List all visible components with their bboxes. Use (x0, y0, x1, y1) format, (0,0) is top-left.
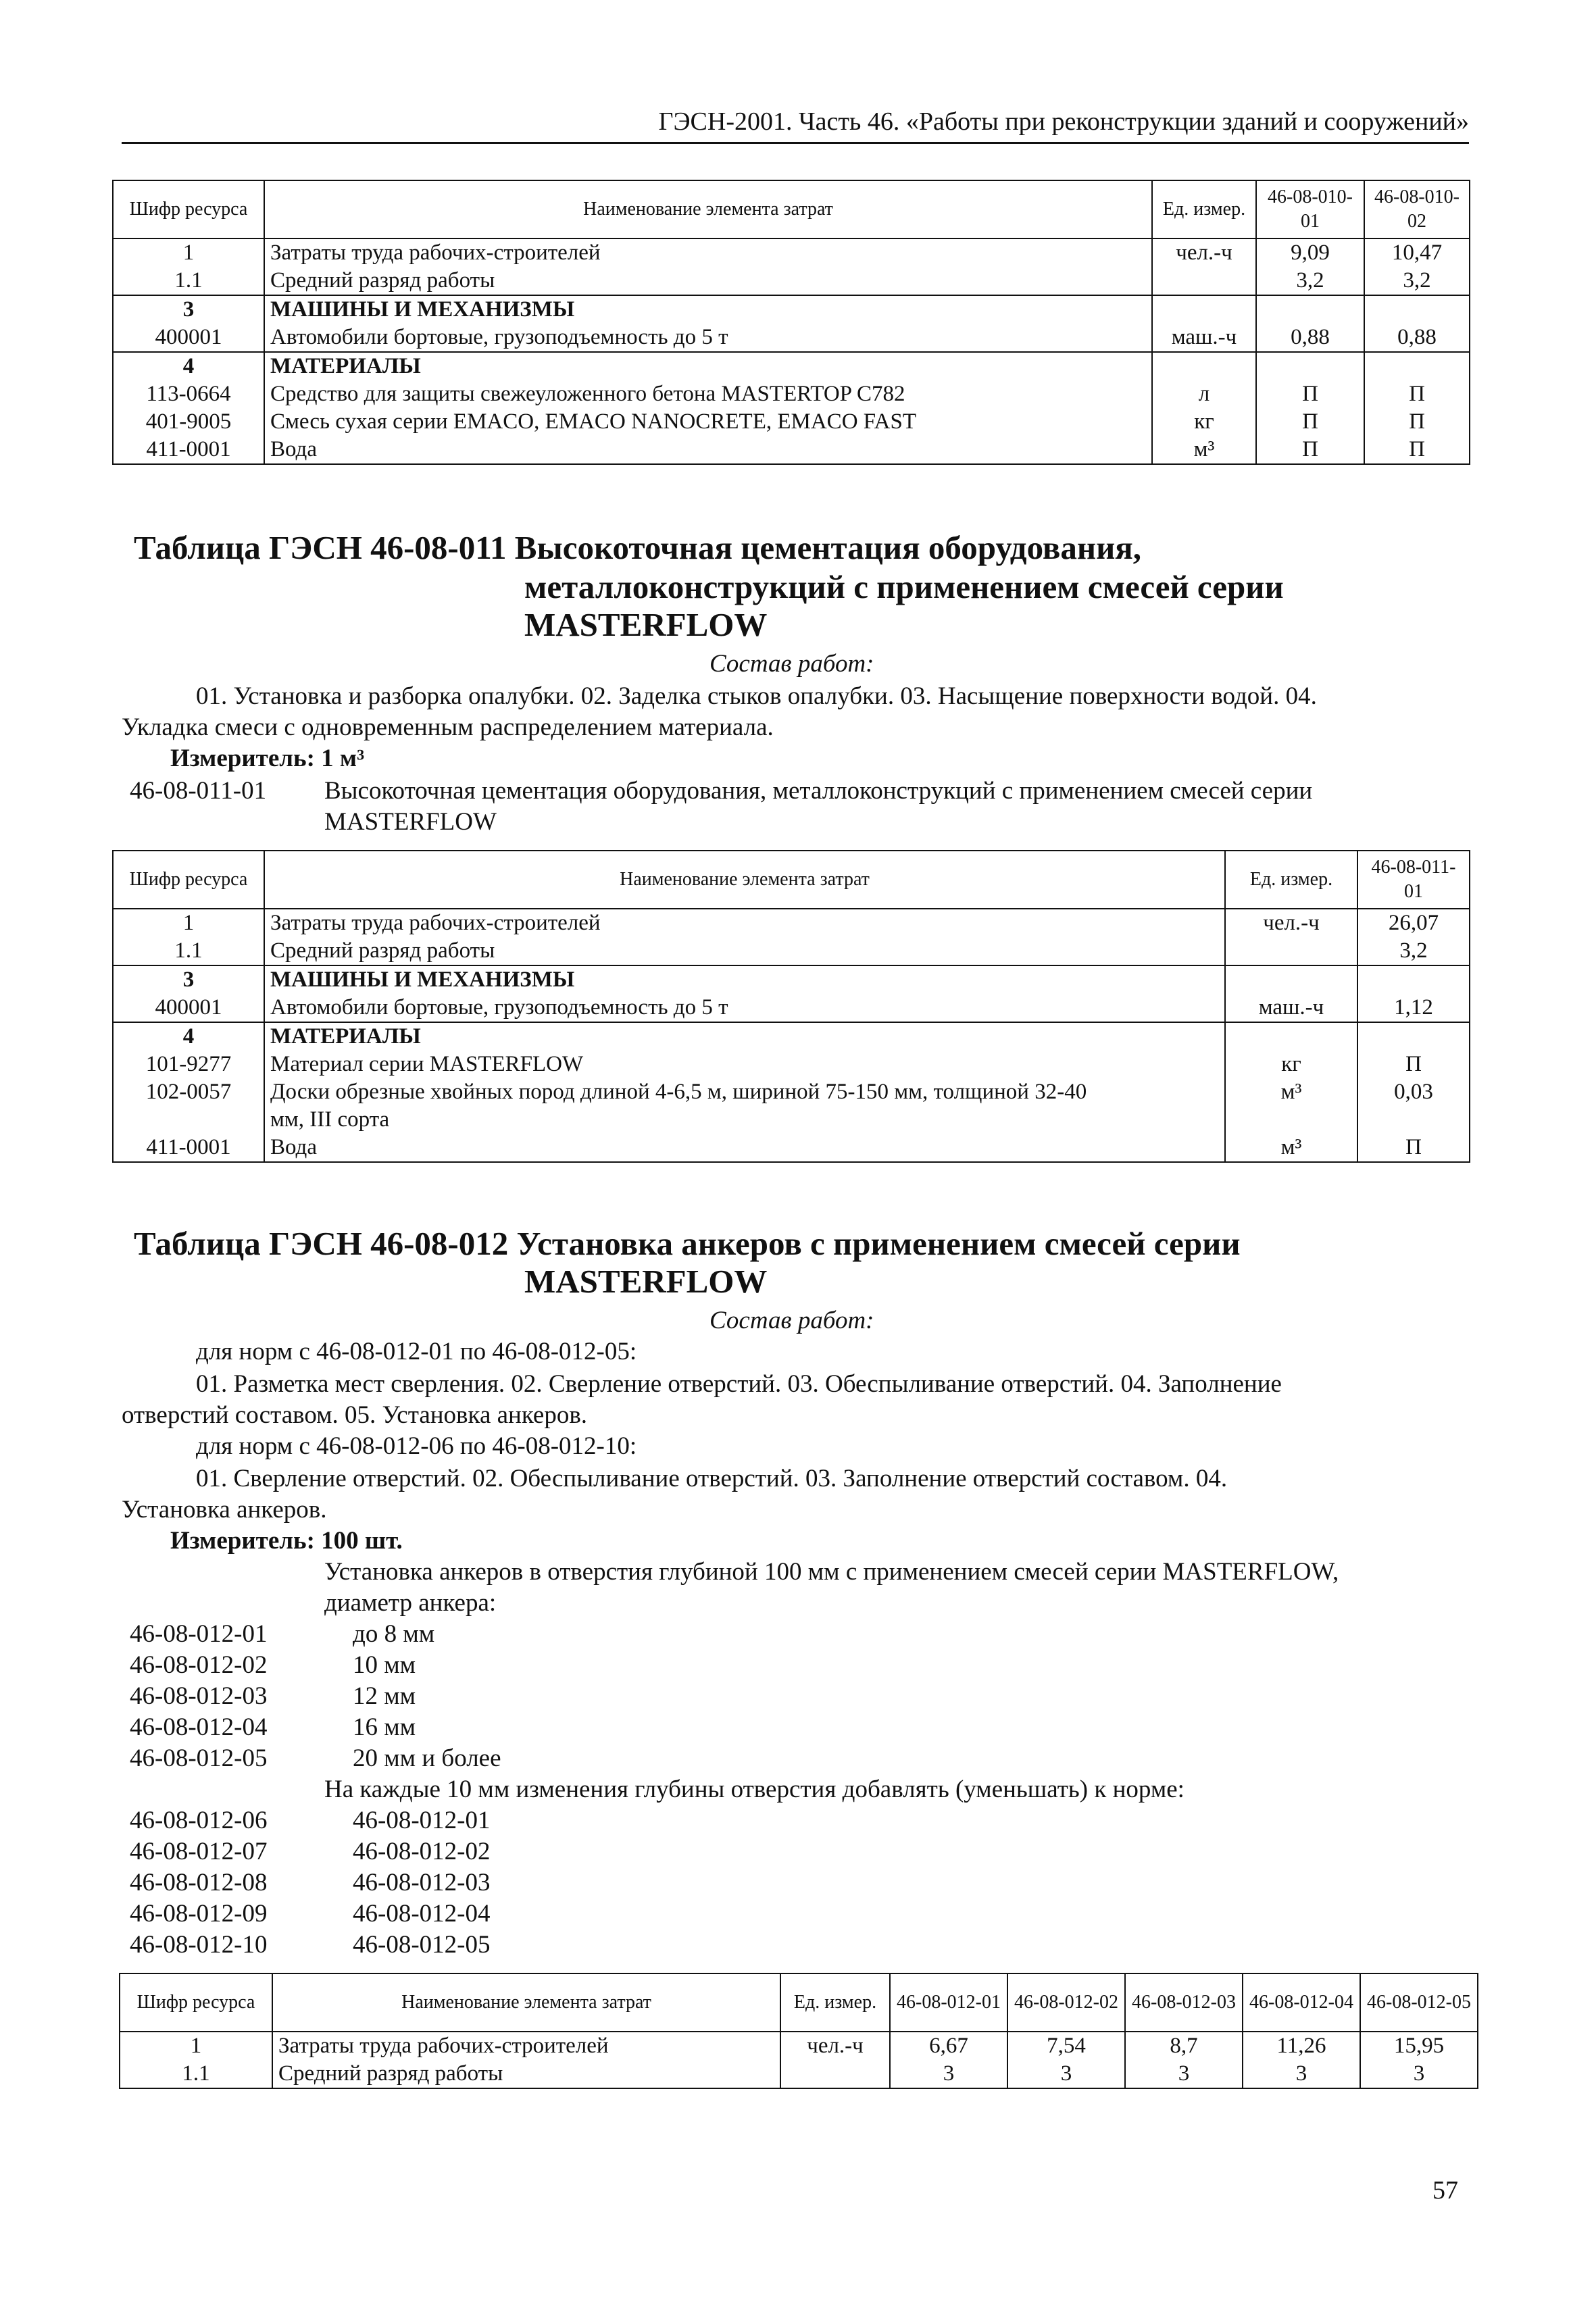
cell-name: Средний разряд работы (264, 267, 1152, 295)
table-row (113, 436, 1470, 464)
cell-value: 15,95 (1360, 2032, 1478, 2060)
cell-value: 3 (1007, 2060, 1125, 2088)
cell-code: 4 (113, 1022, 264, 1051)
cell-unit: маш.-ч (1152, 324, 1256, 352)
norm-description: 46-08-012-05 (353, 1931, 491, 1959)
col-header-unit: Ед. измер. (1225, 851, 1357, 909)
cell-value: 0,88 (1256, 324, 1364, 352)
intro-text: диаметр анкера: (324, 1589, 497, 1617)
cell-code: 400001 (113, 324, 264, 352)
norm-description: 10 мм (353, 1651, 416, 1679)
cell-code: 1.1 (113, 267, 264, 295)
cell-section-title: МАТЕРИАЛЫ (264, 352, 1152, 380)
norm-description: 46-08-012-03 (353, 1869, 491, 1896)
cell-name-line: мм, III сорта (270, 1107, 390, 1132)
works-text: 01. Установка и разборка опалубки. 02. Заделка стыков опалубки. 03. Насыщение поверхности водой. 04. (196, 682, 1317, 710)
col-header-norm: 46-08-012-05 (1360, 1973, 1478, 2032)
cell-code: 400001 (113, 994, 264, 1022)
cell-name-line: Доски обрезные хвойных пород длиной 4-6,5 м, шириной 75-150 мм, толщиной 32-40 (270, 1080, 1087, 1104)
cell-code: 1.1 (120, 2060, 272, 2088)
col-header-norm: 46-08-012-03 (1125, 1973, 1243, 2032)
norm-code: 46-08-012-02 (130, 1651, 268, 1679)
norm-code: 46-08-012-01 (130, 1620, 268, 1648)
col-header-code: Шифр ресурса (113, 851, 264, 909)
cell-value: 1,12 (1357, 994, 1470, 1022)
norm-range: для норм с 46-08-012-06 по 46-08-012-10: (196, 1432, 637, 1460)
norm-range: для норм с 46-08-012-01 по 46-08-012-05: (196, 1338, 637, 1365)
cell-code: 411-0001 (113, 436, 264, 464)
col-header-norm: 46-08-012-01 (890, 1973, 1007, 2032)
norm-description: MASTERFLOW (324, 808, 497, 836)
table-row (113, 408, 1470, 436)
table-row (113, 352, 1470, 380)
cell-code: 3 (113, 295, 264, 324)
table-row (120, 2032, 1478, 2060)
table-row (113, 909, 1470, 937)
table-header (113, 851, 1470, 909)
cell-value: 3 (1360, 2060, 1478, 2088)
cell-unit: м³ (1152, 436, 1256, 464)
works-text: отверстий составом. 05. Установка анкеров. (122, 1401, 588, 1429)
norm-code: 46-08-012-04 (130, 1713, 268, 1741)
meter-label: Измеритель: 1 м³ (170, 745, 365, 772)
cell-value: 7,54 (1007, 2032, 1125, 2060)
resource-table-012 (119, 1973, 1478, 2089)
per10-text: На каждые 10 мм изменения глубины отверстия добавлять (уменьшать) к норме: (324, 1776, 1184, 1803)
resource-table-011 (112, 850, 1470, 1163)
cell-value: 3,2 (1364, 267, 1470, 295)
cell-unit (1225, 1022, 1357, 1051)
cell-unit (780, 2060, 890, 2088)
cell-unit: чел.-ч (780, 2032, 890, 2060)
cell-unit (1152, 267, 1256, 295)
cell-code: 102-0057 (113, 1078, 264, 1134)
table-title-011-line1: Таблица ГЭСН 46-08-011 Высокоточная цементация оборудования, (134, 529, 1142, 566)
norm-description: 46-08-012-01 (353, 1807, 491, 1834)
norm-description: 20 мм и более (353, 1744, 501, 1772)
table-title-011-line2: металлоконструкций с применением смесей серии (524, 568, 1284, 605)
cell-name: Затраты труда рабочих-строителей (264, 238, 1152, 267)
cell-unit (1225, 965, 1357, 994)
norm-description: 46-08-012-02 (353, 1838, 491, 1865)
header-rule (122, 142, 1469, 144)
col-header-norm: 46-08-011-01 (1357, 851, 1470, 909)
col-header-norm: 46-08-012-02 (1007, 1973, 1125, 2032)
cell-name: Смесь сухая серии EMACO, EMACO NANOCRETE, EMACO FAST (264, 408, 1152, 436)
cell-name: Затраты труда рабочих-строителей (272, 2032, 780, 2060)
norm-description: 46-08-012-04 (353, 1900, 491, 1928)
cell-value: 6,67 (890, 2032, 1007, 2060)
norm-code: 46-08-012-05 (130, 1744, 268, 1772)
table-title-011-line3: MASTERFLOW (524, 606, 768, 643)
works-text: Установка анкеров. (122, 1496, 327, 1524)
cell-value: П (1357, 1134, 1470, 1162)
cell-value: 3 (1243, 2060, 1360, 2088)
cell-value: П (1364, 408, 1470, 436)
cell-name: Затраты труда рабочих-строителей (264, 909, 1225, 937)
running-header: ГЭСН-2001. Часть 46. «Работы при реконструкции зданий и сооружений» (658, 107, 1469, 136)
cell-value: П (1256, 408, 1364, 436)
cell-section-title: МАШИНЫ И МЕХАНИЗМЫ (264, 965, 1225, 994)
table-row (113, 1134, 1470, 1162)
norm-description: 16 мм (353, 1713, 416, 1741)
table-header (120, 1973, 1478, 2032)
cell-unit: чел.-ч (1225, 909, 1357, 937)
cell-name: Материал серии MASTERFLOW (264, 1051, 1225, 1078)
table-row (113, 324, 1470, 352)
cell-value: П (1256, 380, 1364, 408)
resource-table-010 (112, 180, 1470, 465)
cell-value (1364, 295, 1470, 324)
cell-code: 1 (120, 2032, 272, 2060)
cell-value: 3,2 (1256, 267, 1364, 295)
cell-unit: кг (1225, 1051, 1357, 1078)
norm-description: до 8 мм (353, 1620, 435, 1648)
cell-value: П (1256, 436, 1364, 464)
cell-unit (1152, 352, 1256, 380)
col-header-code: Шифр ресурса (120, 1973, 272, 2032)
table-row (113, 965, 1470, 994)
table-title-012-line2: MASTERFLOW (524, 1263, 768, 1300)
cell-value: 26,07 (1357, 909, 1470, 937)
table-row (113, 238, 1470, 267)
cell-value: 0,88 (1364, 324, 1470, 352)
cell-code: 1 (113, 909, 264, 937)
cell-name (264, 1078, 1225, 1134)
cell-code: 401-9005 (113, 408, 264, 436)
norm-code: 46-08-012-08 (130, 1869, 268, 1896)
meter-label: Измеритель: 100 шт. (170, 1527, 403, 1555)
cell-code: 101-9277 (113, 1051, 264, 1078)
norm-description: 12 мм (353, 1682, 416, 1710)
norm-code: 46-08-012-07 (130, 1838, 268, 1865)
cell-value: 0,03 (1357, 1078, 1470, 1134)
works-text: 01. Разметка мест сверления. 02. Сверление отверстий. 03. Обеспыливание отверстий. 04. Заполнение (196, 1370, 1282, 1398)
col-header-unit: Ед. измер. (1152, 180, 1256, 238)
col-header-norm: 46-08-010-02 (1364, 180, 1470, 238)
cell-value: 11,26 (1243, 2032, 1360, 2060)
cell-value (1364, 352, 1470, 380)
norm-code: 46-08-012-06 (130, 1807, 268, 1834)
table-row (113, 380, 1470, 408)
table-title-012-line1: Таблица ГЭСН 46-08-012 Установка анкеров с применением смесей серии (134, 1225, 1241, 1262)
table-row (120, 2060, 1478, 2088)
cell-code: 4 (113, 352, 264, 380)
cell-name: Вода (264, 1134, 1225, 1162)
cell-name: Средство для защиты свежеуложенного бетона MASTERTOP C782 (264, 380, 1152, 408)
cell-value (1357, 965, 1470, 994)
intro-text: Установка анкеров в отверстия глубиной 100 мм с применением смесей серии MASTERFLOW, (324, 1558, 1339, 1586)
norm-description: Высокоточная цементация оборудования, металлоконструкций с применением смесей серии (324, 777, 1313, 805)
col-header-name: Наименование элемента затрат (264, 851, 1225, 909)
cell-unit: кг (1152, 408, 1256, 436)
col-header-norm: 46-08-010-01 (1256, 180, 1364, 238)
cell-unit: чел.-ч (1152, 238, 1256, 267)
cell-unit (1225, 937, 1357, 965)
cell-code: 1.1 (113, 937, 264, 965)
composition-label: Состав работ: (709, 650, 874, 678)
norm-code: 46-08-012-10 (130, 1931, 268, 1959)
table-header (113, 180, 1470, 238)
table-row (113, 937, 1470, 965)
page-number: 57 (1432, 2176, 1458, 2205)
cell-unit: м³ (1225, 1078, 1357, 1134)
cell-value: П (1364, 380, 1470, 408)
col-header-name: Наименование элемента затрат (272, 1973, 780, 2032)
cell-value (1256, 295, 1364, 324)
cell-value: 3 (1125, 2060, 1243, 2088)
cell-code: 3 (113, 965, 264, 994)
cell-unit (1152, 295, 1256, 324)
cell-name: Автомобили бортовые, грузоподъемность до 5 т (264, 994, 1225, 1022)
norm-code: 46-08-012-03 (130, 1682, 268, 1710)
cell-name: Вода (264, 436, 1152, 464)
cell-unit: л (1152, 380, 1256, 408)
col-header-unit: Ед. измер. (780, 1973, 890, 2032)
cell-name: Средний разряд работы (264, 937, 1225, 965)
cell-unit: м³ (1225, 1134, 1357, 1162)
table-row (113, 1022, 1470, 1051)
cell-code: 113-0664 (113, 380, 264, 408)
cell-name: Автомобили бортовые, грузоподъемность до 5 т (264, 324, 1152, 352)
works-text: Укладка смеси с одновременным распределением материала. (122, 713, 774, 741)
cell-value: 3,2 (1357, 937, 1470, 965)
col-header-code: Шифр ресурса (113, 180, 264, 238)
table-row (113, 1078, 1470, 1134)
cell-value: 10,47 (1364, 238, 1470, 267)
cell-section-title: МАШИНЫ И МЕХАНИЗМЫ (264, 295, 1152, 324)
cell-value: 8,7 (1125, 2032, 1243, 2060)
table-row (113, 267, 1470, 295)
works-text: 01. Сверление отверстий. 02. Обеспыливание отверстий. 03. Заполнение отверстий составом. 04. (196, 1465, 1228, 1492)
cell-value: 9,09 (1256, 238, 1364, 267)
cell-value (1256, 352, 1364, 380)
table-row (113, 994, 1470, 1022)
col-header-name: Наименование элемента затрат (264, 180, 1152, 238)
norm-code: 46-08-011-01 (130, 777, 267, 805)
cell-unit: маш.-ч (1225, 994, 1357, 1022)
cell-name: Средний разряд работы (272, 2060, 780, 2088)
composition-label: Состав работ: (709, 1307, 874, 1334)
cell-code: 1 (113, 238, 264, 267)
cell-value: П (1357, 1051, 1470, 1078)
cell-code: 411-0001 (113, 1134, 264, 1162)
norm-code: 46-08-012-09 (130, 1900, 268, 1928)
cell-section-title: МАТЕРИАЛЫ (264, 1022, 1225, 1051)
table-row (113, 1051, 1470, 1078)
cell-value: 3 (890, 2060, 1007, 2088)
col-header-norm: 46-08-012-04 (1243, 1973, 1360, 2032)
cell-value (1357, 1022, 1470, 1051)
table-row (113, 295, 1470, 324)
cell-value: П (1364, 436, 1470, 464)
